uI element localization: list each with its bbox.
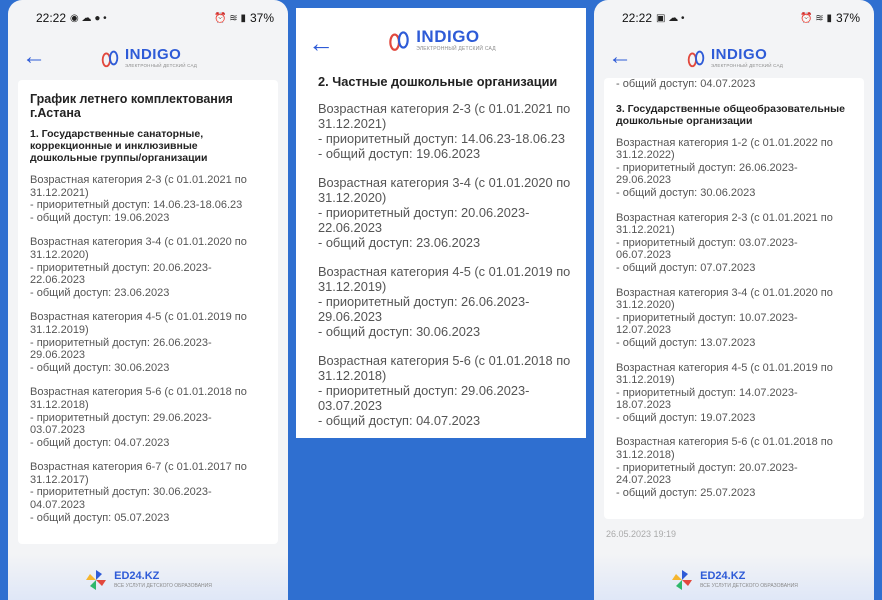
priority-access-line: - приоритетный доступ: 30.06.2023-04.07.2023 [30, 486, 212, 512]
section-heading: 1. Государственные санаторные, коррекционные и инклюзивные дошкольные группы/организации [30, 128, 208, 164]
footprints-icon [685, 47, 707, 69]
age-category-label: Возрастная категория 5-6 (с 01.01.2018 по 31.12.2018) [318, 353, 571, 383]
status-bar [8, 0, 288, 36]
notification-icons: ▣ ☁ • [656, 12, 685, 24]
logo-subtitle: ЭЛЕКТРОННЫЙ ДЕТСКИЙ САД [710, 63, 784, 69]
age-category-label: Возрастная категория 3-4 (с 01.01.2020 по 31.12.2020) [30, 236, 247, 261]
priority-access-line: - приоритетный доступ: 29.06.2023-03.07.2023 [318, 383, 530, 413]
age-category-label: Возрастная категория 4-5 (с 01.01.2019 по 31.12.2019) [318, 264, 571, 294]
page-title: График летнего комплектования г.Астана [30, 92, 233, 120]
age-category-entry [30, 236, 266, 299]
general-access-line: - общий доступ: 04.07.2023 [30, 436, 170, 449]
age-category-label: Возрастная категория 4-5 (с 01.01.2019 по 31.12.2019) [616, 361, 833, 387]
pinwheel-icon [84, 568, 108, 592]
back-arrow-icon[interactable]: ← [308, 28, 334, 58]
general-access-line: - общий доступ: 23.06.2023 [318, 235, 481, 250]
priority-access-line: - приоритетный доступ: 14.06.23-18.06.23 [318, 131, 565, 146]
priority-access-line: - приоритетный доступ: 26.06.2023-29.06.2023 [616, 161, 798, 187]
ed24-subtitle: ВСЕ УСЛУГИ ДЕТСКОГО ОБРАЗОВАНИЯ [114, 583, 212, 589]
section-heading: 2. Частные дошкольные организации [318, 74, 558, 89]
age-category-label: Возрастная категория 5-6 (с 01.01.2018 по 31.12.2018) [30, 386, 247, 411]
priority-access-line: - приоритетный доступ: 14.07.2023-18.07.2023 [616, 386, 798, 412]
middle-screen-crop [296, 8, 586, 438]
general-access-line: - общий доступ: 04.07.2023 [318, 413, 481, 428]
general-access-line: - общий доступ: 07.07.2023 [616, 261, 756, 274]
section-heading: 3. Государственные общеобразовательные дошкольные организации [616, 102, 845, 127]
right-phone-screen [594, 0, 874, 600]
content-card [18, 80, 278, 544]
priority-access-line: - приоритетный доступ: 10.07.2023-12.07.2023 [616, 311, 798, 337]
age-category-label: Возрастная категория 6-7 (с 01.01.2017 по 31.12.2017) [30, 461, 247, 486]
priority-access-line: - приоритетный доступ: 26.06.2023-29.06.2023 [30, 336, 212, 362]
ed24-name: ED24.KZ [114, 570, 160, 582]
indigo-logo [386, 27, 496, 53]
priority-access-line: - приоритетный доступ: 20.06.2023-22.06.2023 [30, 261, 212, 287]
signal-icons: ⏰ ≋ ▮ [800, 12, 832, 24]
signal-icons: ⏰ ≋ ▮ [214, 12, 246, 24]
app-header [594, 36, 874, 80]
battery-level: 37% [249, 11, 274, 25]
age-category-entry [30, 311, 266, 374]
age-category-entry [318, 264, 574, 339]
battery-level: 37% [835, 11, 860, 25]
pinwheel-icon [670, 568, 694, 592]
age-category-label: Возрастная категория 2-3 (с 01.01.2021 по 31.12.2021) [30, 174, 247, 199]
general-access-line: - общий доступ: 19.06.2023 [318, 146, 481, 161]
content-card [296, 72, 586, 428]
general-access-line: - общий доступ: 30.06.2023 [616, 186, 756, 199]
age-category-entry [318, 175, 574, 250]
logo-name: INDIGO [710, 46, 768, 64]
notification-icons: ◉ ☁ ● • [70, 12, 107, 24]
priority-access-line: - приоритетный доступ: 03.07.2023-06.07.2023 [616, 236, 798, 262]
general-access-line: - общий доступ: 23.06.2023 [30, 286, 170, 299]
general-access-line: - общий доступ: 05.07.2023 [30, 511, 170, 524]
indigo-logo [99, 47, 197, 69]
carry-over-line: - общий доступ: 04.07.2023 [616, 78, 756, 90]
post-date: 26.05.2023 19:19 [606, 529, 677, 540]
status-time: 22:22 [622, 11, 653, 25]
status-time: 22:22 [36, 11, 67, 25]
age-category-label: Возрастная категория 2-3 (с 01.01.2021 по 31.12.2021) [616, 211, 833, 237]
back-arrow-icon[interactable]: ← [608, 43, 632, 70]
age-category-label: Возрастная категория 3-4 (с 01.01.2020 по 31.12.2020) [616, 286, 833, 312]
logo-name: INDIGO [416, 27, 480, 46]
general-access-line: - общий доступ: 19.06.2023 [30, 211, 170, 224]
age-category-entry [616, 137, 852, 200]
back-arrow-icon[interactable]: ← [22, 43, 46, 70]
general-access-line: - общий доступ: 13.07.2023 [616, 336, 756, 349]
age-category-entry [30, 386, 266, 449]
general-access-line: - общий доступ: 30.06.2023 [318, 324, 481, 339]
age-category-label: Возрастная категория 4-5 (с 01.01.2019 по 31.12.2019) [30, 311, 247, 336]
age-category-entry [616, 436, 852, 499]
age-category-entry [616, 362, 852, 425]
age-category-entry [318, 101, 574, 161]
ed24-logo [8, 568, 288, 592]
app-header [8, 36, 288, 80]
age-category-entry [616, 287, 852, 350]
age-category-label: Возрастная категория 1-2 (с 01.01.2022 по 31.12.2022) [616, 136, 833, 162]
app-header [296, 8, 586, 72]
priority-access-line: - приоритетный доступ: 20.07.2023-24.07.2023 [616, 461, 798, 487]
ed24-subtitle: ВСЕ УСЛУГИ ДЕТСКОГО ОБРАЗОВАНИЯ [700, 583, 798, 589]
content-card [604, 78, 864, 519]
footprints-icon [386, 27, 412, 53]
logo-name: INDIGO [124, 46, 182, 64]
general-access-line: - общий доступ: 30.06.2023 [30, 361, 170, 374]
logo-subtitle: ЭЛЕКТРОННЫЙ ДЕТСКИЙ САД [124, 63, 198, 69]
general-access-line: - общий доступ: 25.07.2023 [616, 486, 756, 499]
status-bar [594, 0, 874, 36]
age-category-label: Возрастная категория 5-6 (с 01.01.2018 по 31.12.2018) [616, 436, 833, 462]
ed24-name: ED24.KZ [700, 570, 746, 582]
footprints-icon [99, 47, 121, 69]
priority-access-line: - приоритетный доступ: 20.06.2023-22.06.2023 [318, 205, 530, 235]
logo-subtitle: ЭЛЕКТРОННЫЙ ДЕТСКИЙ САД [416, 46, 496, 52]
left-phone-screen [8, 0, 288, 600]
age-category-entry [30, 174, 266, 224]
age-category-label: Возрастная категория 3-4 (с 01.01.2020 по 31.12.2020) [318, 175, 571, 205]
age-category-entry [30, 461, 266, 524]
priority-access-line: - приоритетный доступ: 26.06.2023-29.06.2023 [318, 294, 530, 324]
priority-access-line: - приоритетный доступ: 29.06.2023-03.07.2023 [30, 411, 212, 437]
ed24-logo [594, 568, 874, 592]
general-access-line: - общий доступ: 19.07.2023 [616, 411, 756, 424]
age-category-entry [616, 212, 852, 275]
age-category-entry [318, 353, 574, 428]
priority-access-line: - приоритетный доступ: 14.06.23-18.06.23 [30, 199, 243, 212]
age-category-label: Возрастная категория 2-3 (с 01.01.2021 по 31.12.2021) [318, 101, 571, 131]
indigo-logo [685, 47, 783, 69]
